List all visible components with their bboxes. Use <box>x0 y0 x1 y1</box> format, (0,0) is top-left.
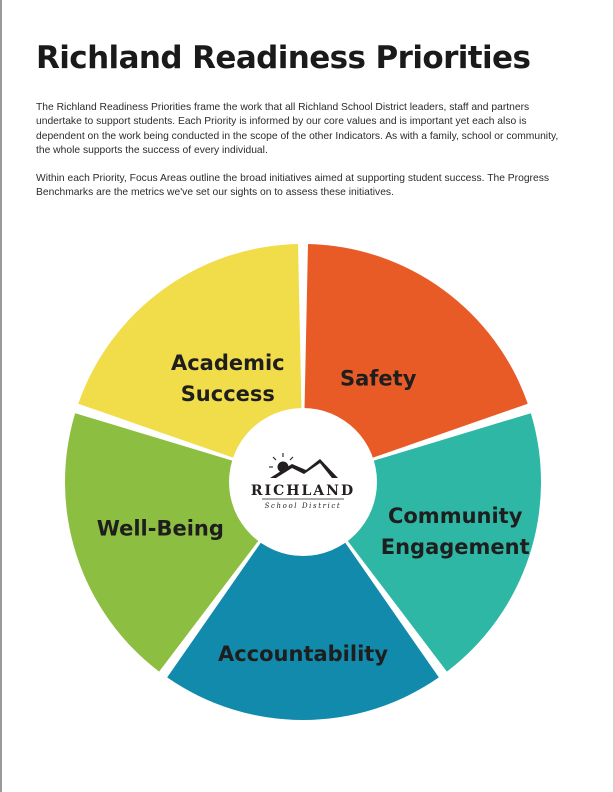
label-community-engagement-line: Engagement <box>380 534 530 559</box>
label-well-being <box>97 516 224 540</box>
label-safety <box>340 366 417 390</box>
label-accountability <box>218 642 388 666</box>
logo-center-circle <box>229 408 377 556</box>
label-accountability-line: Accountability <box>217 642 389 666</box>
page-title: Richland Readiness Priorities <box>36 40 531 76</box>
intro-paragraph-1-text: The Richland Readiness Priorities frame the work that all Richland School District leaders, staff and partners undertake to support students. Each Priority is informed by our core values and is important yet each also is dependent on the work being conducted in the scope of the other Indicators. As with a family, school or community, the whole supports the success of every individual. <box>36 102 559 156</box>
label-community-engagement-line: Community <box>387 503 523 528</box>
label-well-being-line: Well-Being <box>96 516 224 541</box>
intro-paragraph-2-text: Within each Priority, Focus Areas outline the broad initiatives aimed at supporting student success. The Progress Benchmarks are the metrics we've set our sights on to assess these initiatives. <box>36 173 550 199</box>
label-safety-line: Safety <box>339 366 417 391</box>
label-academic-success-line: Success <box>180 381 275 406</box>
label-academic-success-line: Academic <box>170 350 285 375</box>
logo-tagline: School District <box>264 502 342 510</box>
logo-wordmark: RICHLAND <box>250 483 356 499</box>
richland-logo <box>229 408 377 556</box>
